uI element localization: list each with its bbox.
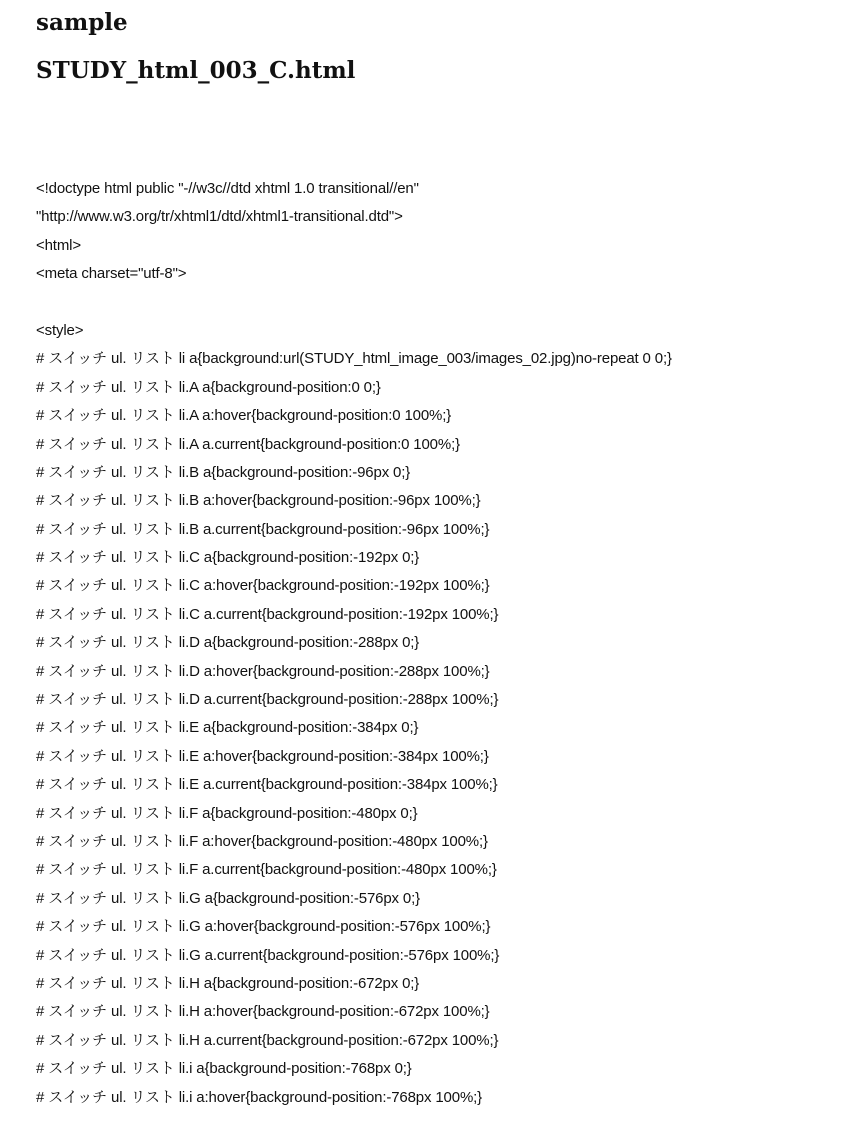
code-line: <style> [36, 321, 84, 339]
code-line: # スイッチ ul. リスト li.B a{background-position:-96px 0;} [36, 463, 411, 481]
page-label: sample [36, 9, 128, 36]
code-line: # スイッチ ul. リスト li.i a{background-position:-768px 0;} [36, 1060, 412, 1078]
code-line: # スイッチ ul. リスト li.D a.current{background-position:-288px 100%;} [36, 691, 499, 709]
code-line: # スイッチ ul. リスト li.H a.current{background-position:-672px 100%;} [36, 1031, 499, 1049]
code-line: # スイッチ ul. リスト li.G a.current{background-position:-576px 100%;} [36, 946, 500, 964]
code-line: # スイッチ ul. リスト li a{background:url(STUDY_html_image_003/images_02.jpg)no-repeat 0 0;} [36, 350, 672, 368]
code-line: # スイッチ ul. リスト li.F a:hover{background-position:-480px 100%;} [36, 832, 488, 850]
code-line: <meta charset="utf-8"> [36, 265, 187, 283]
code-line: # スイッチ ul. リスト li.A a:hover{background-position:0 100%;} [36, 407, 452, 425]
code-line: # スイッチ ul. リスト li.F a{background-position:-480px 0;} [36, 804, 418, 822]
code-line: # スイッチ ul. リスト li.D a:hover{background-position:-288px 100%;} [36, 662, 490, 680]
code-line: # スイッチ ul. リスト li.E a.current{background-position:-384px 100%;} [36, 776, 498, 794]
code-line: # スイッチ ul. リスト li.A a.current{background-position:0 100%;} [36, 435, 460, 453]
code-line: # スイッチ ul. リスト li.F a.current{background-position:-480px 100%;} [36, 861, 497, 879]
code-line: # スイッチ ul. リスト li.B a.current{background-position:-96px 100%;} [36, 520, 490, 538]
code-line: # スイッチ ul. リスト li.C a.current{background-position:-192px 100%;} [36, 605, 499, 623]
code-line [36, 289, 858, 317]
code-line: # スイッチ ul. リスト li.H a{background-position:-672px 0;} [36, 974, 420, 992]
code-line: # スイッチ ul. リスト li.E a:hover{background-position:-384px 100%;} [36, 747, 489, 765]
document-header [36, 8, 856, 86]
code-line: # スイッチ ul. リスト li.E a{background-position:-384px 0;} [36, 719, 419, 737]
code-line: # スイッチ ul. リスト li.H a:hover{background-position:-672px 100%;} [36, 1003, 490, 1021]
code-block [36, 175, 858, 1112]
code-line: # スイッチ ul. リスト li.i a:hover{background-position:-768px 100%;} [36, 1088, 483, 1106]
code-line: # スイッチ ul. リスト li.D a{background-position:-288px 0;} [36, 634, 420, 652]
code-line: # スイッチ ul. リスト li.B a:hover{background-position:-96px 100%;} [36, 492, 481, 510]
code-line: # スイッチ ul. リスト li.A a{background-position:0 0;} [36, 378, 381, 396]
code-line: "http://www.w3.org/tr/xhtml1/dtd/xhtml1-transitional.dtd"> [36, 208, 403, 226]
code-line: # スイッチ ul. リスト li.C a{background-position:-192px 0;} [36, 549, 420, 567]
code-line: <html> [36, 236, 81, 254]
page-title: STUDY_html_003_C.html [36, 57, 356, 84]
code-line: <!doctype html public "-//w3c//dtd xhtml 1.0 transitional//en" [36, 180, 419, 197]
code-line: # スイッチ ul. リスト li.G a{background-position:-576px 0;} [36, 889, 420, 907]
code-line: # スイッチ ul. リスト li.G a:hover{background-position:-576px 100%;} [36, 918, 491, 936]
code-line: # スイッチ ul. リスト li.C a:hover{background-position:-192px 100%;} [36, 577, 490, 595]
